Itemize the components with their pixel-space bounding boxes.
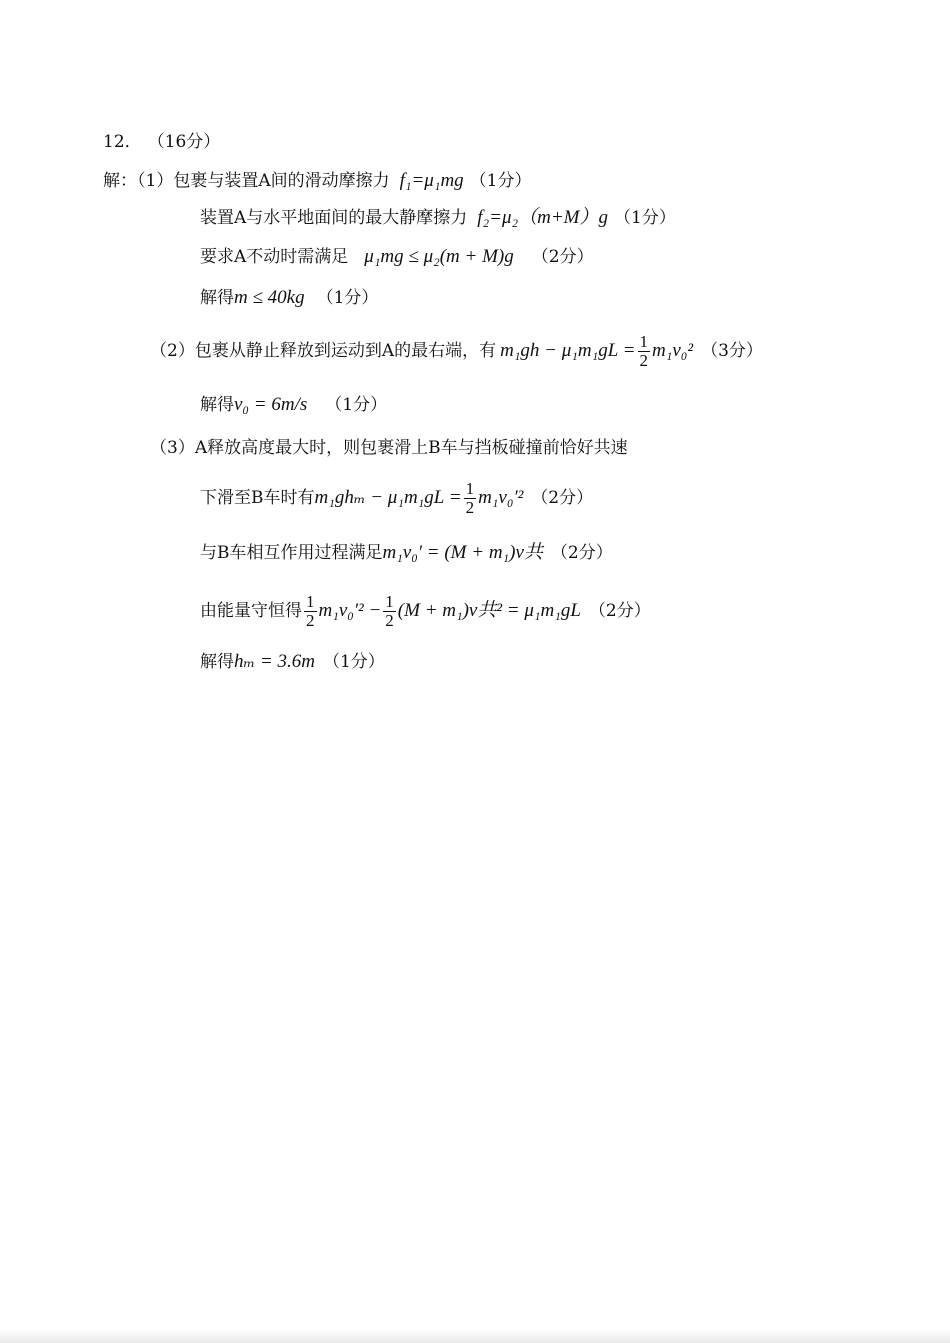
part3-l3-fb-num: 1 <box>385 591 394 611</box>
part2-intro: （2）包裹从静止释放到运动到A的最右端，有 <box>150 341 497 361</box>
part3-l1-right: m₁v₀′² <box>478 487 524 508</box>
part3-l1-text: 下滑至B车时有 <box>200 488 315 508</box>
part3-l3-fb-den: 2 <box>385 610 394 630</box>
part3-line3 <box>200 542 613 564</box>
part2-solve-text: 解得 <box>200 395 234 415</box>
part2-fraction <box>638 333 651 370</box>
part1-line2-text: 装置A与水平地面间的最大静摩擦力 <box>200 208 468 228</box>
part1-line3 <box>200 246 594 268</box>
part2-line2 <box>200 394 387 416</box>
part3-l3-a: m₁v₀′² − <box>318 600 382 621</box>
part3-intro: （3）A释放高度最大时，则包裹滑上B车与挡板碰撞前恰好共速 <box>150 438 628 458</box>
part1-line4-math: m ≤ 40kg <box>234 287 305 308</box>
question-points: （16分） <box>147 132 221 152</box>
part3-line4 <box>200 590 651 632</box>
part1-line3-score: （2分） <box>531 247 594 267</box>
part3-l1-frac-num: 1 <box>465 478 475 498</box>
part1-line4 <box>200 287 378 309</box>
question-header <box>103 131 220 153</box>
part2-frac-num: 1 <box>639 331 649 351</box>
part3-l3-fraction-b <box>383 593 396 630</box>
part2-solve-math: v₀ = 6m/s <box>234 394 308 415</box>
part3-l3-fraction-a <box>304 593 317 630</box>
part3-l4-math: hₘ = 3.6m <box>234 651 315 672</box>
part1-line4-score: （1分） <box>316 288 379 308</box>
part2-score: （3分） <box>701 341 763 361</box>
part1-eq1-score: （1分） <box>469 171 532 191</box>
part3-l1-left: m₁ghₘ − μ₁m₁gL = <box>314 487 462 508</box>
scan-edge-shade <box>0 1329 950 1343</box>
part3-l3-fa-den: 2 <box>306 610 315 630</box>
part3-l2-text: 与B车相互作用过程满足 <box>200 543 383 563</box>
part3-l1-frac-den: 2 <box>465 497 475 517</box>
part3-l4-score: （1分） <box>322 652 385 672</box>
part1-line2-math: f₂=μ₂（m+M）g <box>477 207 608 228</box>
part3-line2 <box>200 477 593 519</box>
part3-l3-fa-num: 1 <box>306 591 315 611</box>
part1-line1 <box>103 170 532 192</box>
part3-l1-score: （2分） <box>531 488 594 508</box>
question-number: 12． <box>103 132 142 152</box>
part3-l1-fraction <box>464 480 477 517</box>
part3-l2-math: m₁v₀′ = (M + m₁)v共 <box>382 542 543 563</box>
part3-l4-text: 解得 <box>200 652 234 672</box>
part1-intro: 解：（1）包裹与装置A间的滑动摩擦力 <box>103 171 390 191</box>
part2-line1 <box>150 331 763 371</box>
part3-l3-b: (M + m₁)v共² = μ₁m₁gL <box>397 600 581 621</box>
part1-line3-text: 要求A不动时需满足 <box>200 247 349 267</box>
part3-line1 <box>150 437 628 459</box>
part1-line4-text: 解得 <box>200 288 234 308</box>
part2-solve-score: （1分） <box>325 395 388 415</box>
part2-eq-left: m₁gh − μ₁m₁gL = <box>500 340 636 361</box>
part3-l3-score: （2分） <box>588 601 651 621</box>
part3-l3-text: 由能量守恒得 <box>200 601 302 621</box>
part1-line2-score: （1分） <box>614 208 676 228</box>
part2-frac-den: 2 <box>639 350 649 370</box>
part3-line5 <box>200 651 385 673</box>
part1-line2 <box>200 207 676 229</box>
part3-l2-score: （2分） <box>550 543 613 563</box>
part1-eq1: f₁=μ₁mg <box>399 170 464 191</box>
part1-line3-math: μ₁mg ≤ μ₂(m + M)g <box>364 246 514 267</box>
part2-eq-right: m₁v₀² <box>652 340 694 361</box>
